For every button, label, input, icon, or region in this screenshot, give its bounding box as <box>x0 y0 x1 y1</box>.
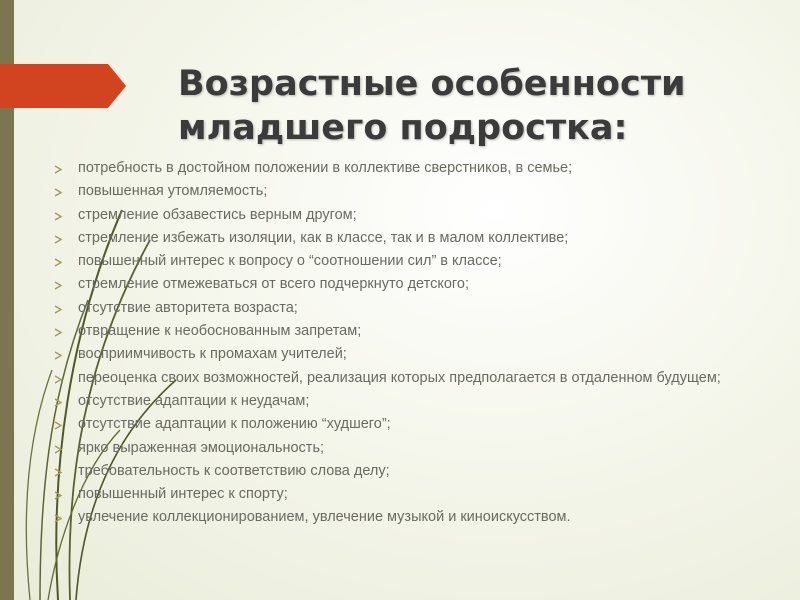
bullet-item <box>50 207 750 224</box>
bullet-text: повышенная утомляемость; <box>78 183 268 200</box>
bullet-item <box>50 463 750 480</box>
bullet-list <box>50 160 750 533</box>
bullet-item <box>50 183 750 200</box>
slide-title: Возрастные особенности младшего подростка: <box>178 64 686 148</box>
bullet-item <box>50 486 750 503</box>
bullet-text: отвращение к необоснованным запретам; <box>78 323 362 340</box>
bullet-arrow-icon <box>54 258 63 267</box>
bullet-text: восприимчивость к промахам учителей; <box>78 346 347 363</box>
bullet-arrow-icon <box>54 235 63 244</box>
bullet-arrow-icon <box>54 165 63 174</box>
bullet-item <box>50 416 750 433</box>
title-arrow-icon <box>0 64 130 108</box>
bullet-arrow-icon <box>54 328 63 337</box>
bullet-text: отсутствие адаптации к положению “худшего”; <box>78 416 391 433</box>
bullet-arrow-icon <box>54 305 63 314</box>
bullet-item <box>50 323 750 340</box>
bullet-text: стремление отмежеваться от всего подчеркнуто детского; <box>78 276 469 293</box>
bullet-arrow-icon <box>54 421 63 430</box>
bullet-text: отсутствие авторитета возраста; <box>78 299 298 316</box>
bullet-arrow-icon <box>54 445 63 454</box>
bullet-arrow-icon <box>54 398 63 407</box>
bullet-item <box>50 253 750 270</box>
bullet-text: стремление избежать изоляции, как в классе, так и в малом коллективе; <box>78 229 569 246</box>
bullet-item <box>50 230 750 247</box>
bullet-item <box>50 160 750 177</box>
bullet-arrow-icon <box>54 468 63 477</box>
bullet-arrow-icon <box>54 514 63 523</box>
bullet-text: потребность в достойном положении в коллективе сверстников, в семье; <box>78 160 573 176</box>
bullet-item <box>50 300 750 317</box>
bullet-item <box>50 346 750 363</box>
bullet-text: переоценка своих возможностей, реализация которых предполагается в отдаленном будущем; <box>78 369 721 386</box>
bullet-text: ярко выраженная эмоциональность; <box>78 439 325 456</box>
bullet-arrow-icon <box>54 212 63 221</box>
bullet-text: отсутствие адаптации к неудачам; <box>78 392 310 409</box>
bullet-text: требовательность к соответствию слова делу; <box>78 462 390 479</box>
bullet-arrow-icon <box>54 281 63 290</box>
bullet-arrow-icon <box>54 351 63 360</box>
bullet-arrow-icon <box>54 188 63 197</box>
bullet-text: увлечение коллекционированием, увлечение музыкой и киноискусством. <box>78 509 571 526</box>
bullet-item <box>50 370 750 387</box>
bullet-text: повышенный интерес к вопросу о “соотношении сил” в классе; <box>78 253 502 270</box>
bullet-item <box>50 440 750 457</box>
bullet-item <box>50 509 750 526</box>
bullet-item <box>50 393 750 410</box>
bullet-text: повышенный интерес к спорту; <box>78 486 288 503</box>
bullet-arrow-icon <box>54 375 63 384</box>
bullet-item <box>50 276 750 293</box>
bullet-text: стремление обзавестись верным другом; <box>78 206 357 223</box>
bullet-arrow-icon <box>54 491 63 500</box>
